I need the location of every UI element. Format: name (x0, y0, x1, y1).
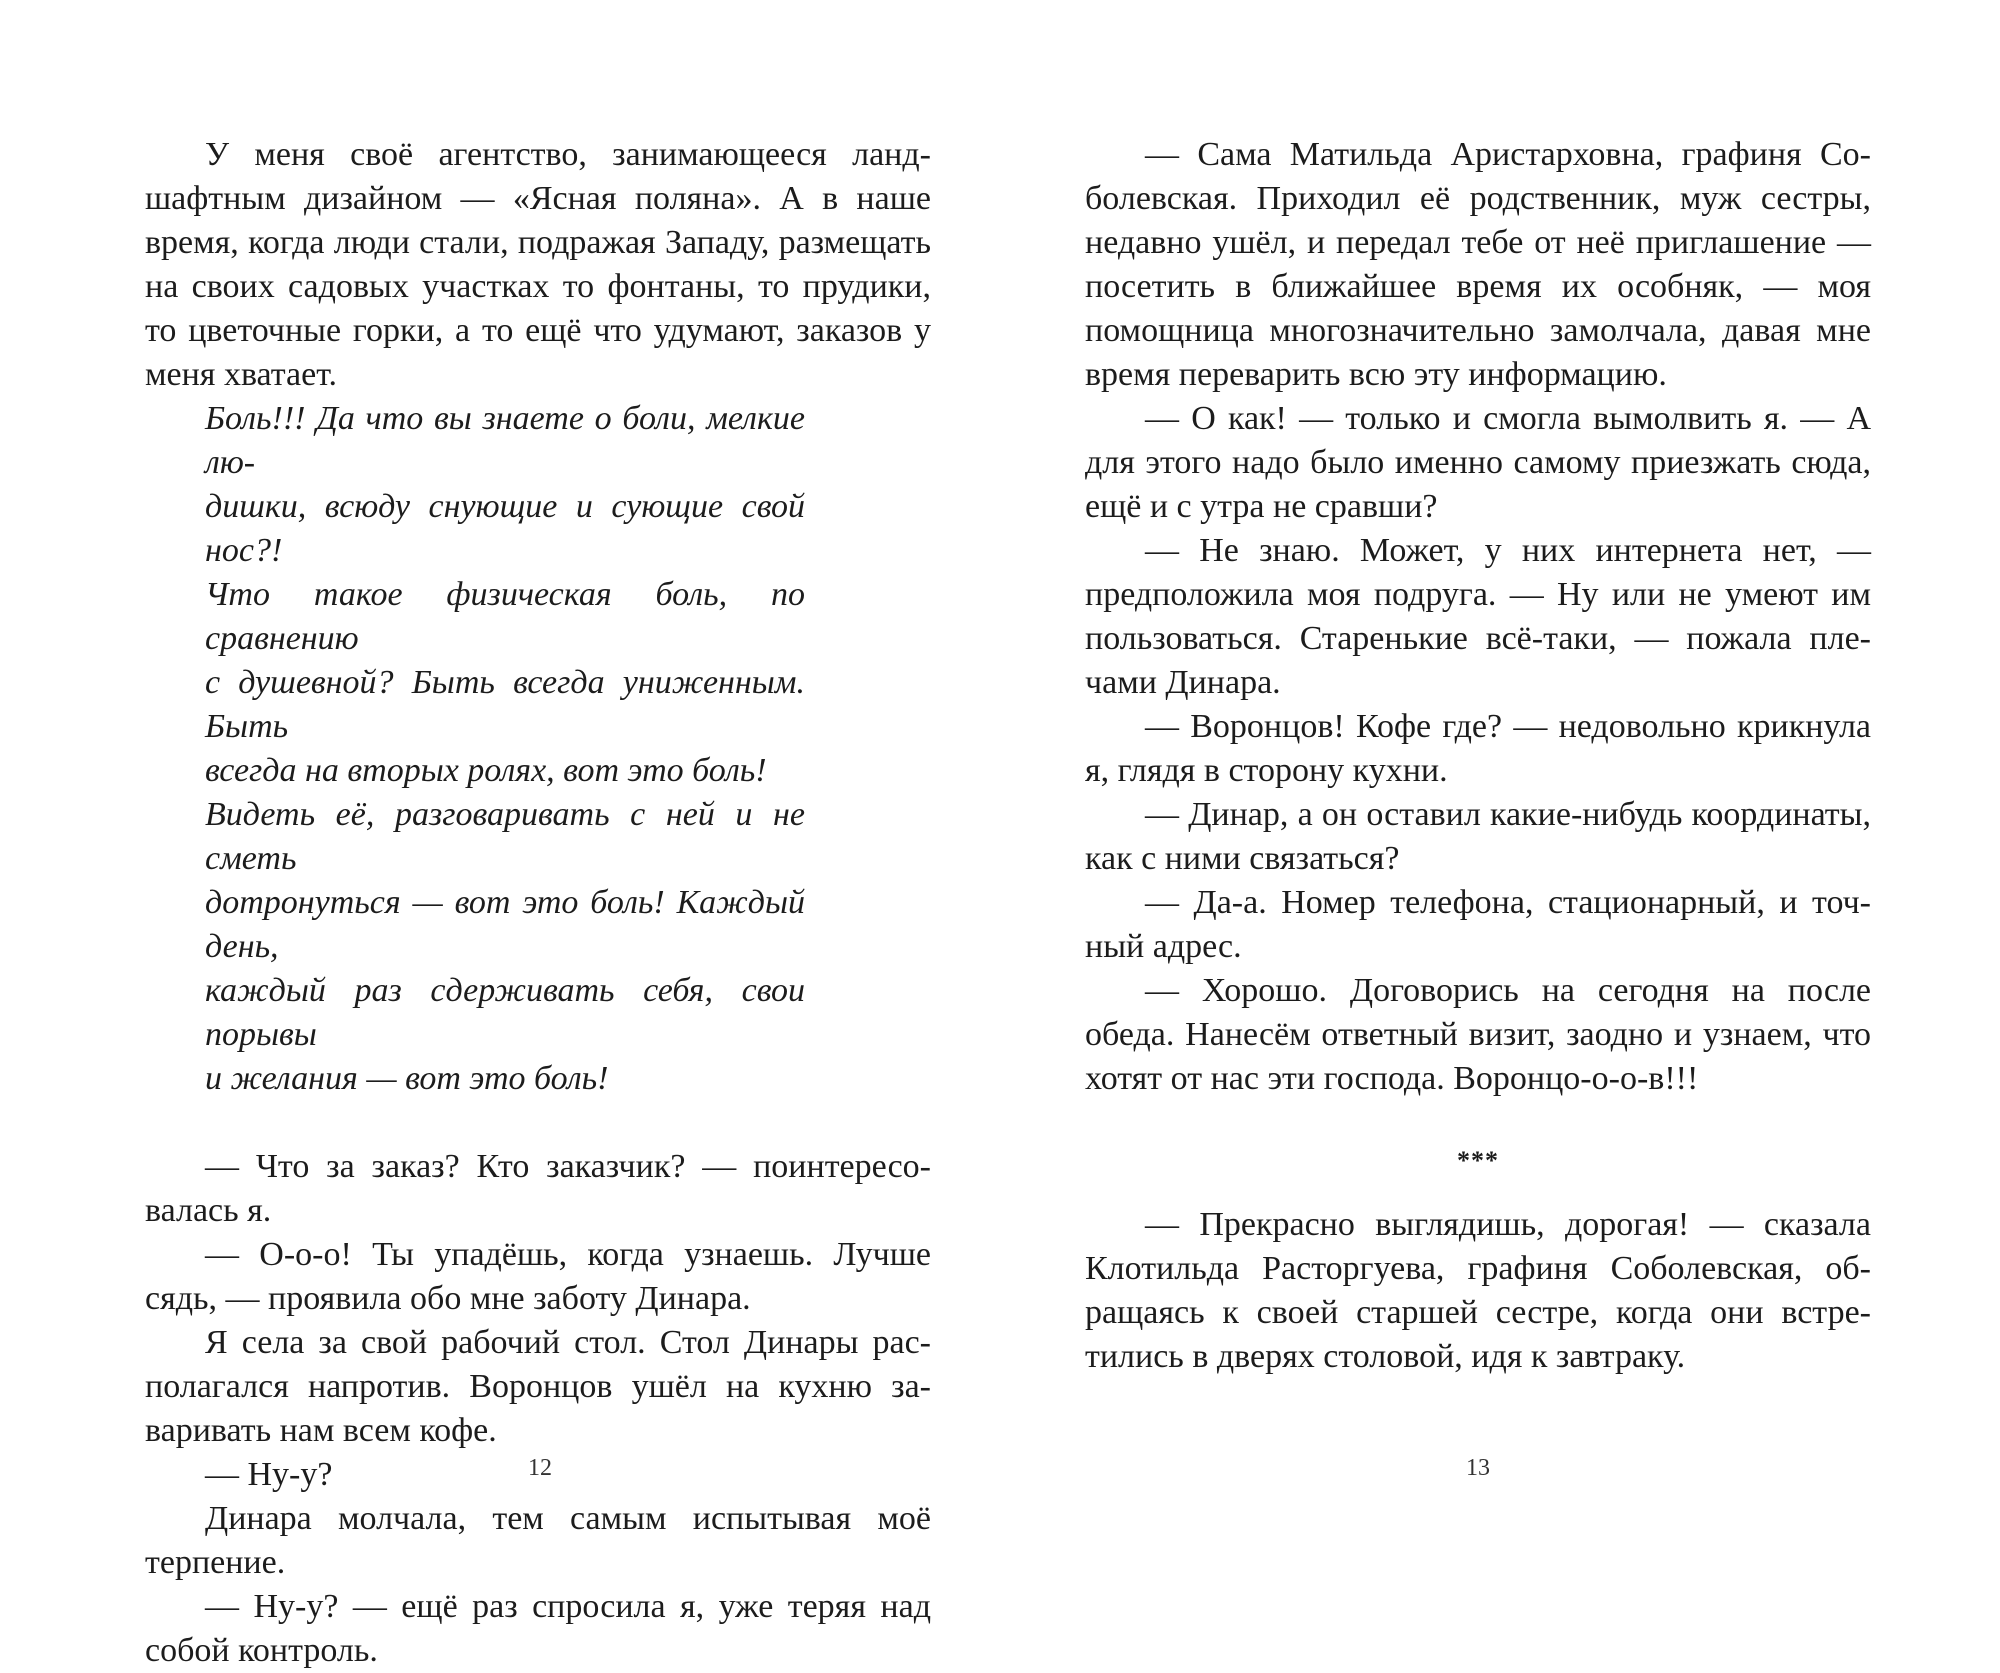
paragraph: — Ну-у? — ещё раз спросила я, уже теряя над собой контроль. (145, 1588, 931, 1669)
paragraph: — О как! — только и смогла вымолвить я. — А для этого надо было именно самому приезжать сюда, ещё и с утра не сравши? (1085, 400, 1871, 525)
poem-line: Что такое физическая боль, по сравнению (205, 576, 805, 657)
paragraph: — О-о-о! Ты упадёшь, когда узнаешь. Лучше сядь, — проявила обо мне заботу Динара. (145, 1236, 931, 1317)
section-gap (145, 1101, 931, 1145)
paragraph: — Динар, а он оставил какие-нибудь координаты, как с ними связаться? (1085, 796, 1871, 877)
poem-line: всегда на вторых ролях, вот это боль! (205, 752, 767, 789)
poem-line: и желания — вот это боль! (205, 1060, 609, 1097)
paragraph: — Ну-у? (205, 1456, 333, 1493)
right-text-column (1085, 133, 1871, 1379)
paragraph: — Что за заказ? Кто заказчик? — поинтересовалась я. (145, 1148, 931, 1229)
page-number: 13 (1466, 1455, 1490, 1481)
paragraph: — Не знаю. Может, у них интернета нет, — предположила моя подруга. — Ну или не умеют им пользоваться. Старенькие всё-таки, — пожала плечами Динара. (1085, 532, 1871, 701)
poem-line: Видеть её, разговаривать с ней и не сметь (205, 796, 805, 877)
italic-inner-monologue (145, 397, 805, 1101)
paragraph: Динара молчала, тем самым испытывая моё терпение. (145, 1500, 931, 1581)
poem-line: каждый раз сдерживать себя, свои порывы (205, 972, 805, 1053)
paragraph: — Да-а. Номер телефона, стационарный, и точный адрес. (1085, 884, 1871, 965)
paragraph: — Прекрасно выглядишь, дорогая! — сказала Клотильда Расторгуева, графиня Соболевская, обращаясь к своей старшей сестре, когда они встретились в дверях столовой, идя к завтраку. (1085, 1206, 1871, 1375)
poem-line: дотронуться — вот это боль! Каждый день, (205, 884, 805, 965)
poem-line: с душевной? Быть всегда униженным. Быть (205, 664, 805, 745)
right-page (1000, 0, 2000, 1544)
section-separator: *** (1457, 1146, 1499, 1175)
paragraph: — Сама Матильда Аристарховна, графиня Соболевская. Приходил её родственник, муж сестры, недавно ушёл, и передал тебе от неё приглашение — посетить в ближайшее время их особняк, — моя помощница многозначительно замолчала, давая мне время переварить всю эту информацию. (1085, 136, 1871, 393)
left-text-column (145, 133, 931, 1673)
paragraph: — Хорошо. Договорись на сегодня на после обеда. Нанесём ответный визит, заодно и узнаем, что хотят от нас эти господа. Воронцо-о-о-в!!! (1085, 972, 1871, 1097)
left-page (0, 0, 1000, 1669)
paragraph: — Воронцов! Кофе где? — недовольно крикнула я, глядя в сторону кухни. (1085, 708, 1871, 789)
paragraph: Я села за свой рабочий стол. Стол Динары располагался напротив. Воронцов ушёл на кухню заваривать нам всем кофе. (145, 1324, 931, 1449)
page-number: 12 (528, 1455, 552, 1481)
poem-line: Боль!!! Да что вы знаете о боли, мелкие лю- (205, 400, 805, 481)
poem-line: дишки, всюду снующие и сующие свой нос?! (205, 488, 805, 569)
paragraph: У меня своё агентство, занимающееся ландшафтным дизайном — «Ясная поляна». А в наше время, когда люди стали, подражая Западу, размещать на своих садовых участках то фонтаны, то прудики, то цветочные горки, а то ещё что удумают, заказов у меня хватает. (145, 136, 931, 393)
